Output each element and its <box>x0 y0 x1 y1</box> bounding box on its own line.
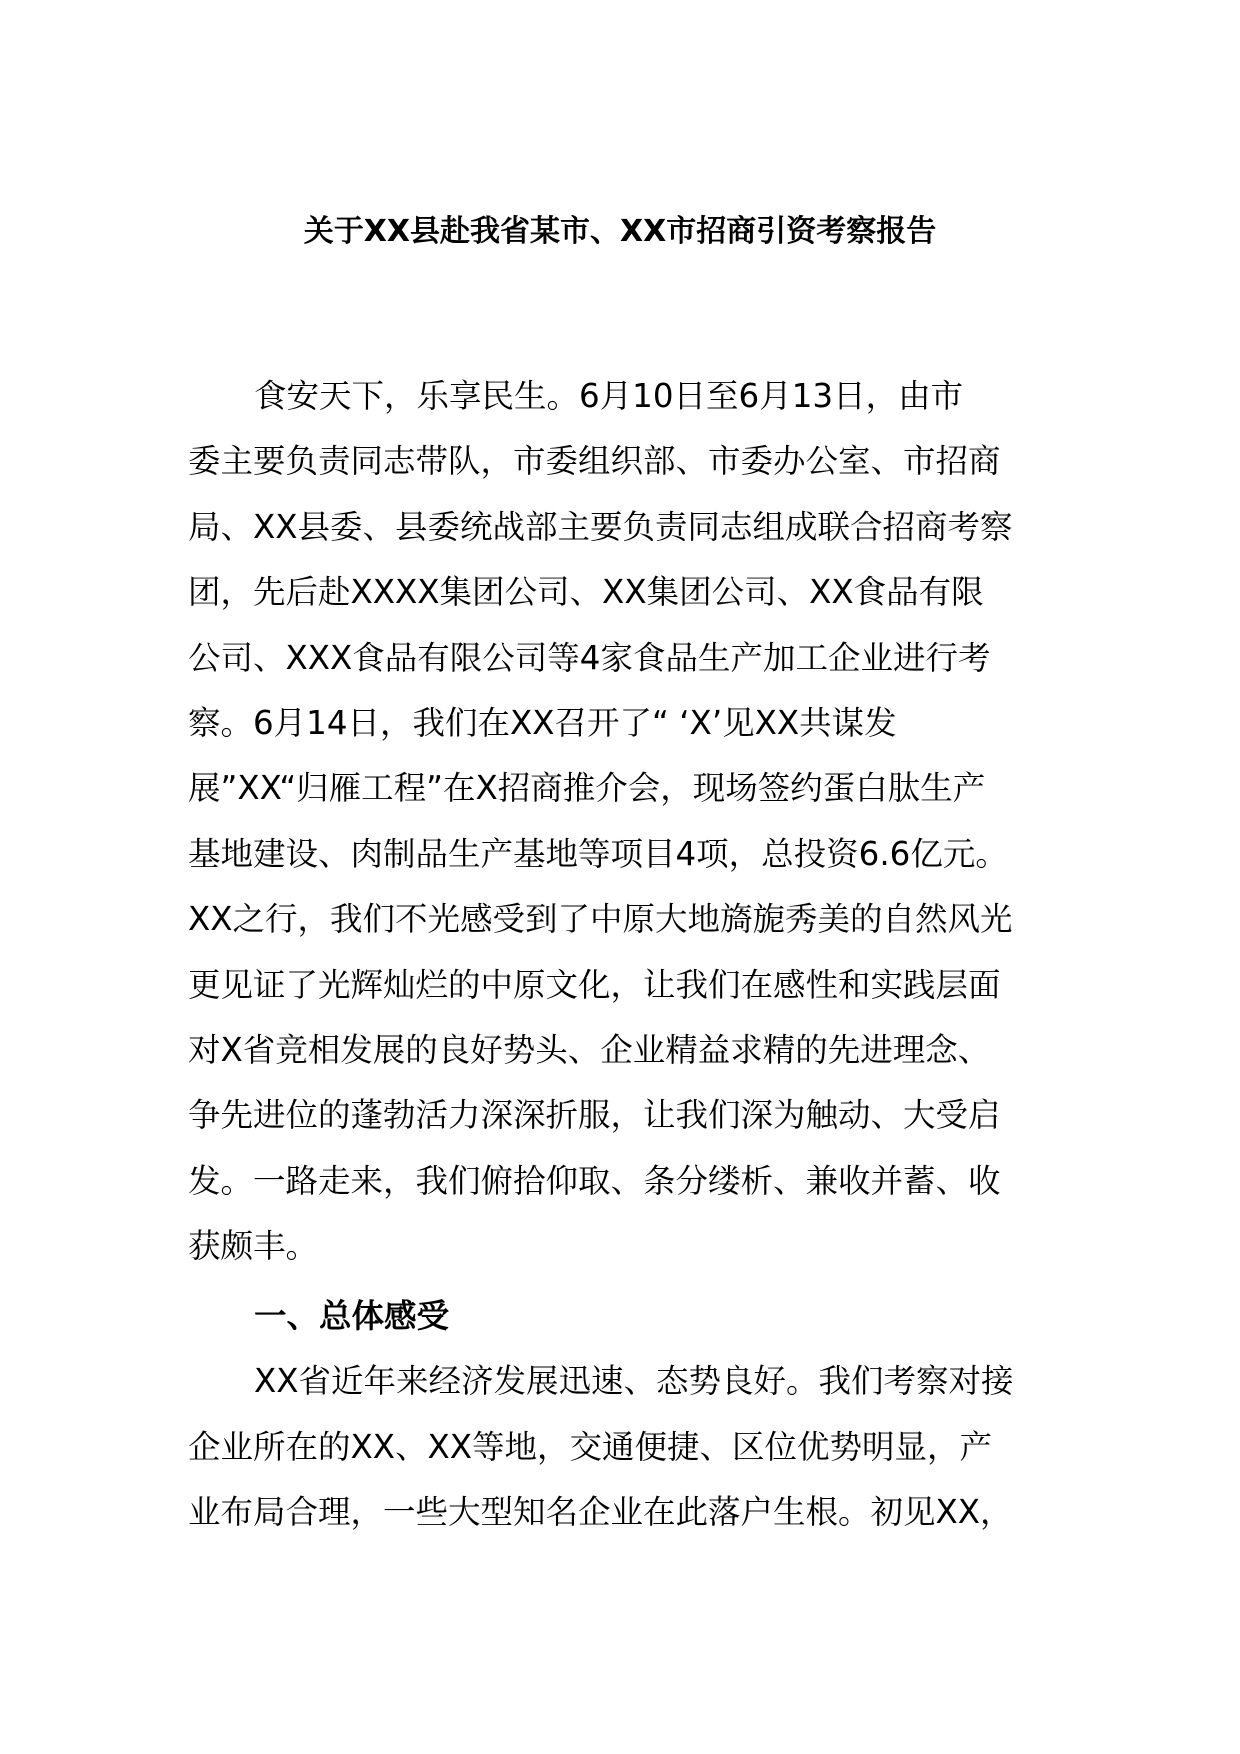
paragraph-line: 食安天下，乐享民生。6月10日至6月13日，由市 <box>254 377 964 415</box>
paragraph-line: XX之行，我们不光感受到了中原大地旖旎秀美的自然风光 <box>188 900 1013 939</box>
paragraph-line: 基地建设、肉制品生产基地等项目4项，总投资6.6亿元。 <box>188 834 1008 873</box>
paragraph-line: 获颇丰。 <box>188 1227 319 1266</box>
paragraph-line: 委主要负责同志带队，市委组织部、市委办公室、市招商 <box>188 442 1001 481</box>
paragraph-line: 公司、XXX食品有限公司等4家食品生产加工企业进行考 <box>188 638 991 677</box>
paragraph-line: 察。6月14日，我们在XX召开了“ ‘X’见XX共谋发 <box>188 703 897 742</box>
paragraph-line: 更见证了光辉灿烂的中原文化，让我们在感性和实践层面 <box>188 965 1001 1004</box>
paragraph-line: 对X省竞相发展的良好势头、企业精益求精的先进理念、 <box>188 1030 991 1069</box>
document-title: 关于XX县赴我省某市、XX市招商引资考察报告 <box>303 214 937 249</box>
paragraph-line: XX省近年来经济发展迅速、态势良好。我们考察对接 <box>254 1362 1014 1401</box>
paragraph-line: 企业所在的XX、XX等地，交通便捷、区位优势明显，产 <box>188 1427 993 1466</box>
paragraph-line: 业布局合理，一些大型知名企业在此落户生根。初见XX， <box>188 1493 1013 1532</box>
section-heading: 一、总体感受 <box>254 1297 450 1335</box>
paragraph-line: 争先进位的蓬勃活力深深折服，让我们深为触动、大受启 <box>188 1096 1001 1135</box>
section-1 <box>188 1284 1068 1546</box>
paragraph-line: 发。一路走来，我们俯拾仰取、条分缕析、兼收并蓄、收 <box>188 1161 1001 1200</box>
paragraph-line: 展”XX“归雁工程”在X招商推介会，现场签约蛋白肽生产 <box>188 769 986 808</box>
paragraph-1 <box>188 364 1068 1279</box>
paragraph-line: 团，先后赴XXXX集团公司、XX集团公司、XX食品有限 <box>188 573 984 612</box>
paragraph-line: 局、XX县委、县委统战部主要负责同志组成联合招商考察 <box>188 507 1013 546</box>
